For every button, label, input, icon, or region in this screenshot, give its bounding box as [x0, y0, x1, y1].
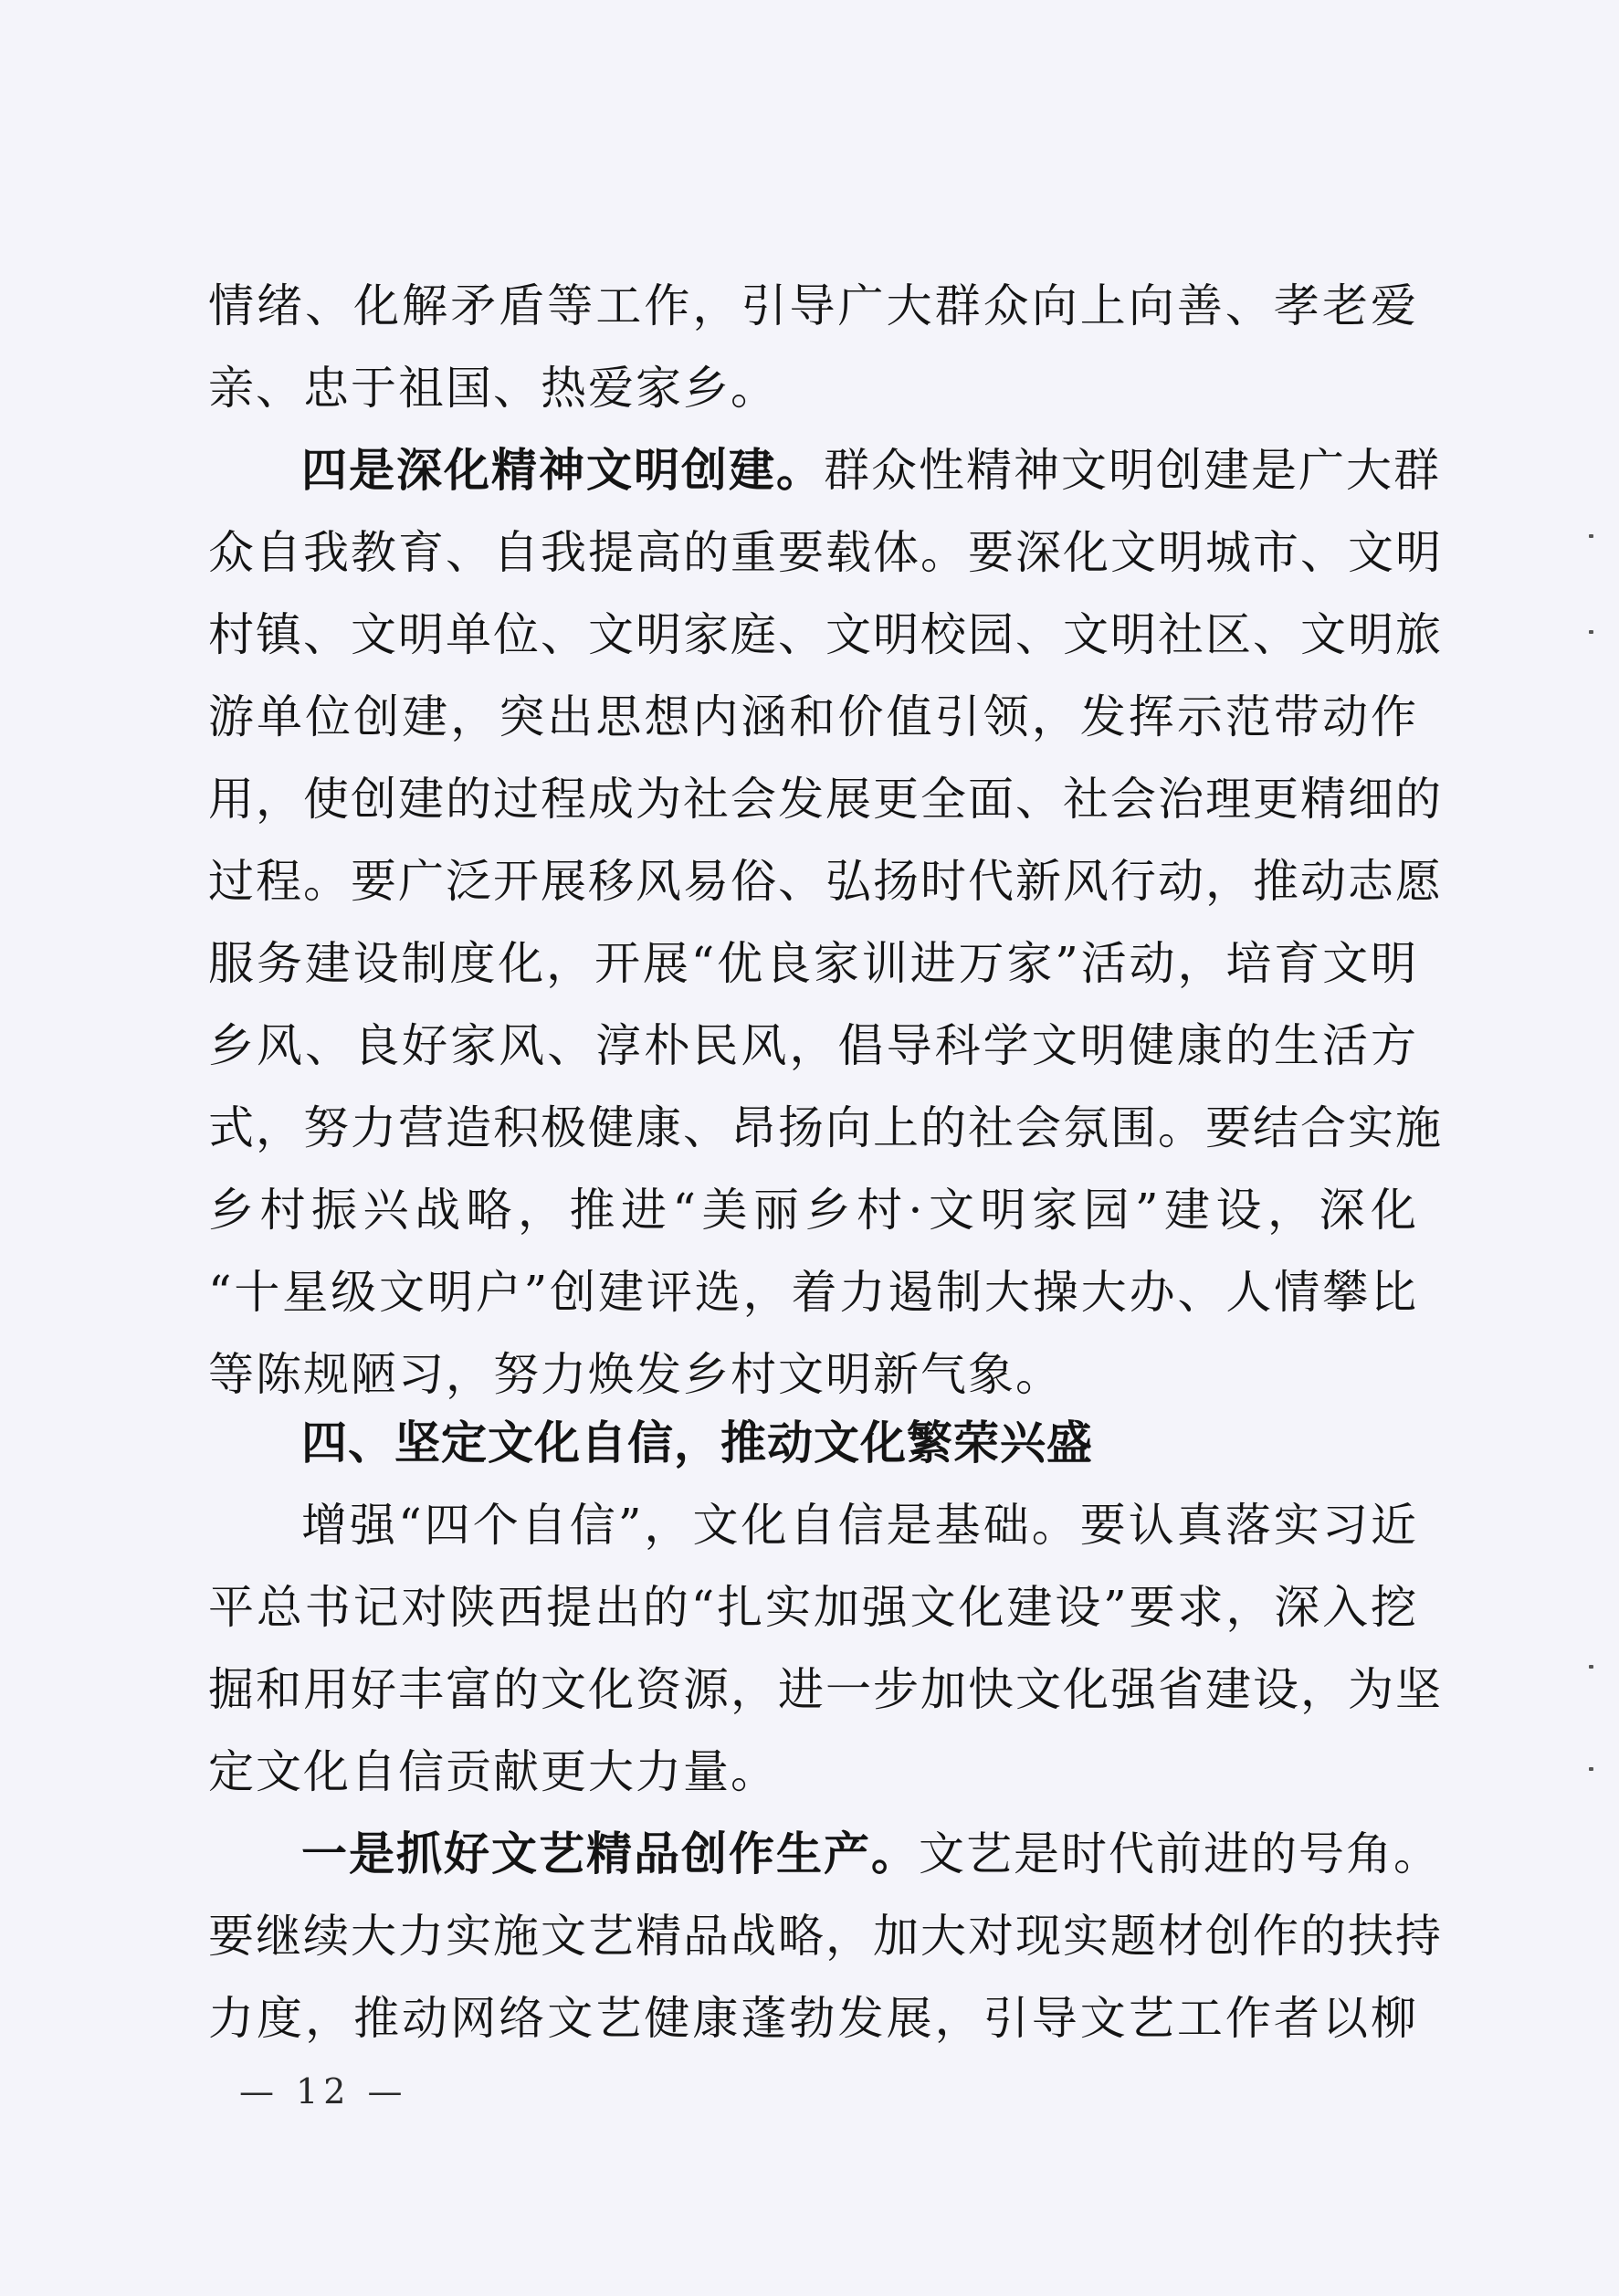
section-heading: 四、坚定文化自信，推动文化繁荣兴盛 — [301, 1417, 1093, 1469]
text-line: 情绪、化解矛盾等工作，引导广大群众向上向善、孝老爱 — [208, 279, 1418, 332]
text-line: 要继续大力实施文艺精品战略，加大对现实题材创作的扶持 — [208, 1910, 1443, 1963]
paragraph-1-line — [301, 1822, 1441, 1886]
scan-speck — [1589, 1767, 1593, 1771]
text-line: 村镇、文明单位、文明家庭、文明校园、文明社区、文明旅 — [208, 608, 1443, 661]
paragraph-4-text: 群众性精神文明创建是广大群 — [824, 444, 1441, 497]
text-line: 平总书记对陕西提出的“扎实加强文化建设”要求，深入挖 — [208, 1581, 1418, 1634]
text-line: 等陈规陋习，努力焕发乡村文明新气象。 — [208, 1348, 1063, 1401]
text-line: 服务建设制度化，开展“优良家训进万家”活动，培育文明 — [208, 937, 1418, 990]
paragraph-4-line — [301, 438, 1441, 502]
text-line: 乡风、良好家风、淳朴民风，倡导科学文明健康的生活方 — [208, 1019, 1418, 1072]
paragraph-4-lead: 四是深化精神文明创建。 — [301, 443, 824, 497]
paragraph-1-lead: 一是抓好文艺精品创作生产。 — [301, 1827, 919, 1880]
text-line: 定文化自信贡献更大力量。 — [208, 1745, 778, 1798]
scan-speck — [1589, 630, 1593, 634]
scan-speck — [1589, 1665, 1593, 1669]
text-line: 过程。要广泛开展移风易俗、弘扬时代新风行动，推动志愿 — [208, 855, 1443, 908]
text-line: 力度，推动网络文艺健康蓬勃发展，引导文艺工作者以柳 — [208, 1992, 1418, 2045]
text-line: 亲、忠于祖国、热爱家乡。 — [208, 362, 778, 415]
text-line: 增强“四个自信”，文化自信是基础。要认真落实习近 — [301, 1499, 1418, 1552]
text-line: 式，努力营造积极健康、昂扬向上的社会氛围。要结合实施 — [208, 1101, 1443, 1154]
text-line: “十星级文明户”创建评选，着力遏制大操大办、人情攀比 — [208, 1266, 1418, 1319]
page-number: — 12 — — [239, 2071, 408, 2112]
text-line: 乡村振兴战略，推进“美丽乡村·文明家园”建设，深化 — [208, 1184, 1418, 1237]
text-line: 众自我教育、自我提高的重要载体。要深化文明城市、文明 — [208, 526, 1443, 579]
text-line: 用，使创建的过程成为社会发展更全面、社会治理更精细的 — [208, 773, 1443, 826]
text-line: 游单位创建，突出思想内涵和价值引领，发挥示范带动作 — [208, 690, 1418, 743]
scan-speck — [1589, 534, 1593, 538]
paragraph-1-text: 文艺是时代前进的号角。 — [919, 1827, 1441, 1880]
text-line: 掘和用好丰富的文化资源，进一步加快文化强省建设，为坚 — [208, 1663, 1443, 1716]
